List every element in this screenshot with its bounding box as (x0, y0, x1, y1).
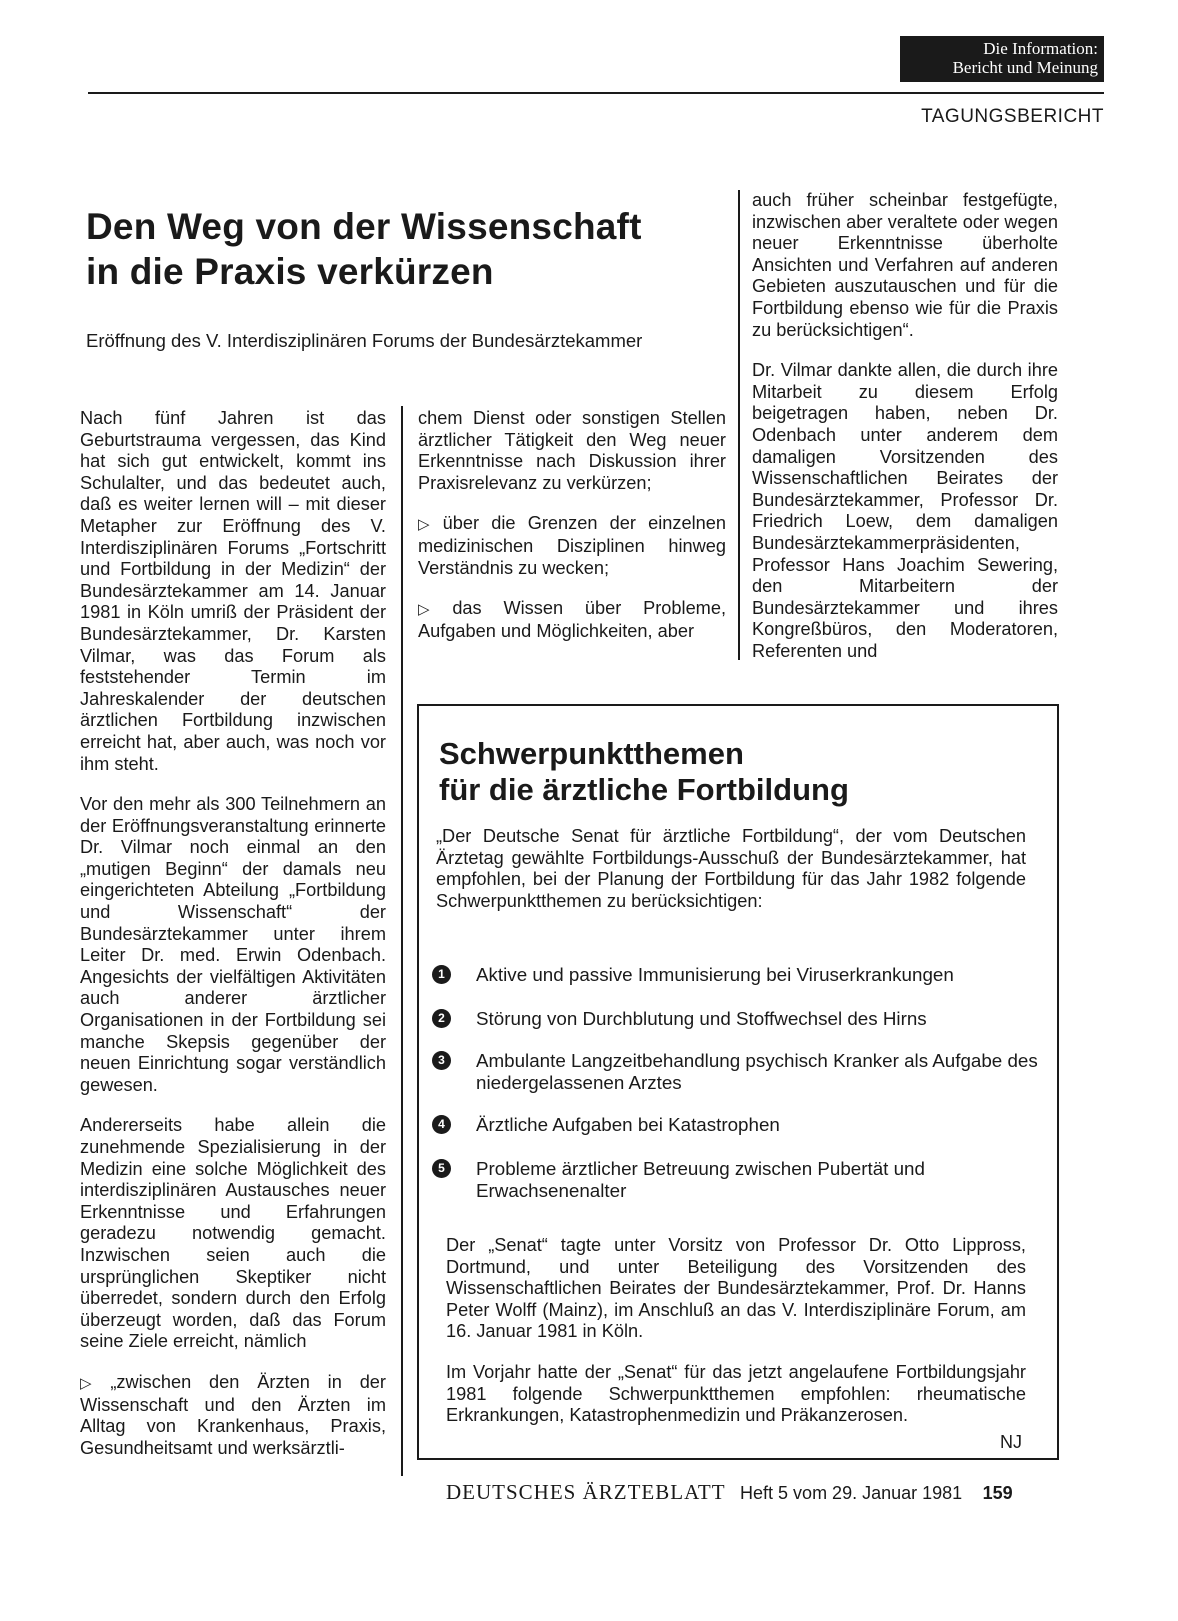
col1-paragraph-2: Vor den mehr als 300 Teilnehmern an der Eröffnungsveranstaltung erinnerte Dr. Vilmar noch einmal an den „mutigen Beginn“ der damals neu eingerichteten Abteilung „Fortbildung und Wissenschaft“ der Bundesärztekammer unter ihrem Leiter Dr. med. Erwin Odenbach. Angesichts der vielfältigen Aktivitäten auch anderer ärztlicher Organisationen in der Fortbildung sei manche Skepsis gegenüber der neuen Einrichtung sogar verständlich gewesen. (80, 794, 386, 1095)
page-footer (446, 1480, 1013, 1505)
number-3-icon: 3 (432, 1051, 451, 1070)
info-box-paragraph-2: Im Vorjahr hatte der „Senat“ für das jetzt angelaufene Fortbildungsjahr 1981 folgende Schwerpunktthemen empfohlen: rheumatische Erkrankungen, Katastrophenmedizin und Präkanzerosen. (446, 1362, 1026, 1426)
title-line-2: in die Praxis verkürzen (86, 251, 494, 292)
col1-paragraph-4 (80, 1372, 386, 1459)
topic-item (432, 1158, 1047, 1204)
bullet-triangle-icon: ▷ (80, 1374, 105, 1392)
page-number: 159 (982, 1483, 1013, 1503)
column-divider-2 (738, 190, 740, 660)
box-title-line-1: Schwerpunktthemen (439, 736, 744, 771)
col2-paragraph-3 (418, 598, 726, 642)
topic-item (432, 1114, 1047, 1138)
header-rule (88, 92, 1104, 94)
number-5-icon: 5 (432, 1159, 451, 1178)
box-title-line-2: für die ärztliche Fortbildung (439, 772, 849, 807)
info-box-title (439, 736, 1039, 808)
number-2-icon: 2 (432, 1009, 451, 1028)
bullet-triangle-icon: ▷ (418, 601, 447, 619)
author-initials: NJ (1000, 1432, 1022, 1452)
topic-text: Störung von Durchblutung und Stoffwechsel des Hirns (476, 1008, 927, 1029)
topic-item (432, 964, 1047, 988)
topic-item (432, 1050, 1047, 1096)
topic-text: Ärztliche Aufgaben bei Katastrophen (476, 1114, 780, 1135)
column-2 (418, 408, 726, 642)
article-title (86, 204, 726, 294)
col2-bullet-text-2: das Wissen über Probleme, Aufgaben und Möglichkeiten, aber (418, 598, 726, 641)
topic-text: Probleme ärztlicher Betreuung zwischen Pubertät und Erwachsenenalter (476, 1158, 925, 1201)
col2-paragraph-1: chem Dienst oder sonstigen Stellen ärztlicher Tätigkeit den Weg neuer Erkenntnisse nach Diskussion ihrer Praxisrelevanz zu verkürzen; (418, 408, 726, 493)
col2-bullet-text-1: über die Grenzen der einzelnen medizinischen Disziplinen hinweg Verständnis zu wecken; (418, 513, 726, 578)
section-badge (900, 36, 1104, 82)
badge-line-2: Bericht und Meinung (952, 58, 1098, 77)
title-line-1: Den Weg von der Wissenschaft (86, 206, 642, 247)
column-divider-1 (401, 406, 403, 1476)
journal-name: DEUTSCHES ÄRZTEBLATT (446, 1480, 726, 1504)
bullet-triangle-icon: ▷ (418, 516, 437, 534)
number-4-icon: 4 (432, 1115, 451, 1134)
col1-paragraph-3: Andererseits habe allein die zunehmende Spezialisierung in der Medizin eine solche Möglichkeit des interdisziplinären Austausches neuer Erkenntnisse und Erfahrungen geradezu notwendig gemacht. Inzwischen seien auch die ursprünglichen Skeptiker nicht überredet, sondern durch den Erfolg überzeugt worden, daß das Forum seine Ziele erreicht, nämlich (80, 1115, 386, 1352)
column-3 (752, 190, 1058, 662)
article-subtitle: Eröffnung des V. Interdisziplinären Forums der Bundesärztekammer (86, 330, 643, 351)
badge-line-1: Die Information: (983, 39, 1098, 58)
info-box-paragraph-1: Der „Senat“ tagte unter Vorsitz von Professor Dr. Otto Lippross, Dortmund, und unter Beteiligung des Vorsitzenden des Wissenschaftlichen Beirates der Bundesärztekammer, Prof. Dr. Hanns Peter Wolff (Mainz), im Anschluß an das V. Interdisziplinäre Forum, am 16. Januar 1981 in Köln. (446, 1235, 1026, 1342)
col1-paragraph-1: Nach fünf Jahren ist das Geburtstrauma vergessen, das Kind hat sich gut entwickelt, kommt ins Schulalter, und das bedeutet auch, daß es weiter lernen will – mit dieser Metapher zur Eröffnung des V. Interdisziplinären Forums „Fortschritt und Fortbildung in der Medizin“ der Bundesärztekammer am 14. Januar 1981 in Köln umriß der Präsident der Bundesärztekammer, Dr. Karsten Vilmar, was das Forum als feststehender Termin im Jahreskalender der deutschen ärztlichen Fortbildung inzwischen erreicht hat, aber auch, was noch vor ihm steht. (80, 408, 386, 774)
issue-info: Heft 5 vom 29. Januar 1981 (740, 1483, 963, 1503)
column-1 (80, 408, 386, 1459)
col1-bullet-text: „zwischen den Ärzten in der Wissenschaft und den Ärzten im Alltag von Krankenhaus, Praxis, Gesundheitsamt und werksärztli- (80, 1371, 386, 1458)
info-box-intro: „Der Deutsche Senat für ärztliche Fortbildung“, der vom Deutschen Ärztetag gewählte Fortbildungs-Ausschuß der Bundesärztekammer, hat empfohlen, bei der Planung der Fortbildung für das Jahr 1982 folgende Schwerpunktthemen zu berücksichtigen: (436, 826, 1026, 911)
topic-text: Ambulante Langzeitbehandlung psychisch Kranker als Aufgabe des niedergelassenen Arztes (476, 1050, 1038, 1093)
number-1-icon: 1 (432, 965, 451, 984)
col3-paragraph-1: auch früher scheinbar festgefügte, inzwischen aber veraltete oder wegen neuer Erkenntnisse überholte Ansichten und Verfahren auf anderen Gebieten auszutauschen und für die Fortbildung ebenso wie für die Praxis zu berücksichtigen“. (752, 190, 1058, 340)
col3-paragraph-2: Dr. Vilmar dankte allen, die durch ihre Mitarbeit zu diesem Erfolg beigetragen haben, neben Dr. Odenbach unter anderem dem damaligen Vorsitzenden des Wissenschaftlichen Beirates der Bundesärztekammer, Professor Dr. Friedrich Loew, dem damaligen Bundesärztekammerpräsidenten, Professor Hans Joachim Sewering, den Mitarbeitern der Bundesärztekammer und ihres Kongreßbüros, den Moderatoren, Referenten und (752, 360, 1058, 661)
topic-item (432, 1008, 1047, 1032)
section-label: TAGUNGSBERICHT (921, 106, 1104, 127)
topic-text: Aktive und passive Immunisierung bei Viruserkrankungen (476, 964, 954, 985)
col2-paragraph-2 (418, 513, 726, 579)
